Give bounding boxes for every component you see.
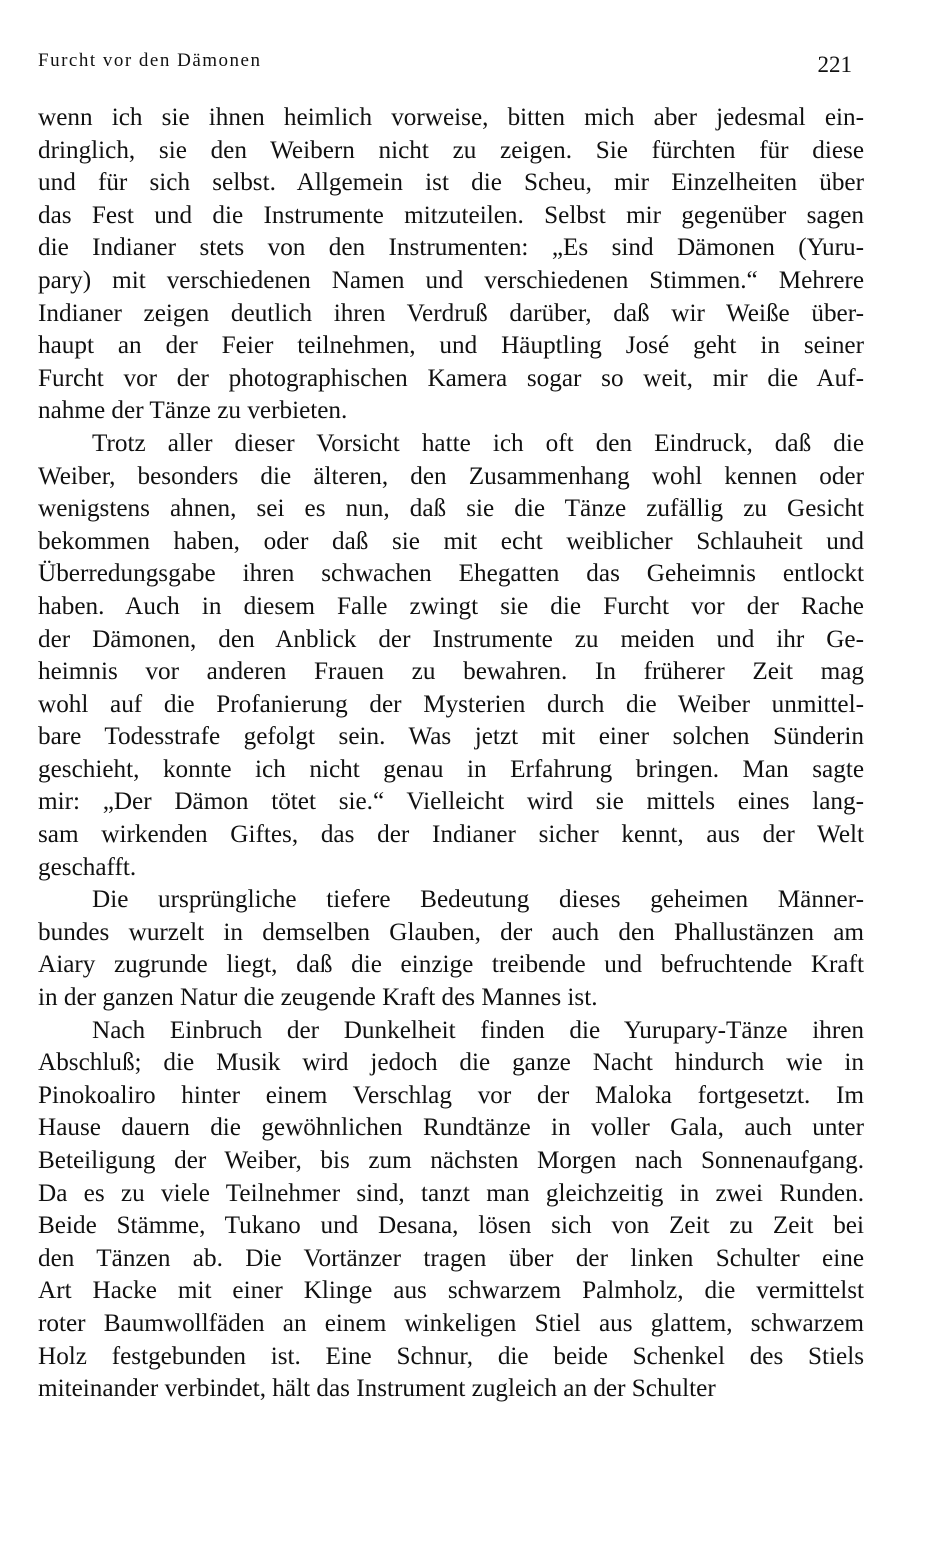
text-line: Die ursprüngliche tiefere Bedeutung dieses geheimen Männer- — [92, 886, 864, 914]
text-line: Furcht vor der photographischen Kamera sogar so weit, mir die Auf- — [38, 364, 864, 392]
text-line: Holz festgebunden ist. Eine Schnur, die beide Schenkel des Stiels — [38, 1342, 864, 1370]
text-line: haupt an der Feier teilnehmen, und Häuptling José geht in seiner — [38, 332, 864, 360]
text-line: Beide Stämme, Tukano und Desana, lösen sich von Zeit zu Zeit bei — [38, 1212, 864, 1240]
text-line: dringlich, sie den Weibern nicht zu zeigen. Sie fürchten für diese — [38, 136, 864, 164]
text-line: heimnis vor anderen Frauen zu bewahren. In früherer Zeit mag — [38, 658, 864, 686]
text-line: die Indianer stets von den Instrumenten: „Es sind Dämonen (Yuru- — [38, 234, 864, 262]
text-line: bundes wurzelt in demselben Glauben, der auch den Phallustänzen am — [38, 918, 864, 946]
text-line: Da es zu viele Teilnehmer sind, tanzt man gleichzeitig in zwei Runden. — [38, 1179, 864, 1207]
text-line: bekommen haben, oder daß sie mit echt weiblicher Schlauheit und — [38, 527, 864, 555]
text-line: den Tänzen ab. Die Vortänzer tragen über der linken Schulter eine — [38, 1244, 864, 1272]
text-line: Hause dauern die gewöhnlichen Rundtänze in voller Gala, auch unter — [38, 1114, 864, 1142]
running-head: Furcht vor den Dämonen — [38, 50, 262, 71]
text-line: geschieht, konnte ich nicht genau in Erfahrung bringen. Man sagte — [38, 755, 864, 783]
text-line: geschafft. — [38, 853, 137, 881]
text-line: in der ganzen Natur die zeugende Kraft des Mannes ist. — [38, 984, 598, 1012]
text-line: Pinokoaliro hinter einem Verschlag vor der Maloka fortgesetzt. Im — [38, 1081, 864, 1109]
text-line: Trotz aller dieser Vorsicht hatte ich oft den Eindruck, daß die — [92, 429, 864, 457]
text-line: wohl auf die Profanierung der Mysterien durch die Weiber unmittel- — [38, 690, 864, 718]
paragraph — [38, 102, 864, 428]
paragraph — [38, 884, 864, 1014]
text-line: das Fest und die Instrumente mitzuteilen. Selbst mir gegenüber sagen — [38, 201, 864, 229]
text-line: Beteiligung der Weiber, bis zum nächsten Morgen nach Sonnenaufgang. — [38, 1147, 864, 1174]
paragraph — [38, 428, 864, 884]
text-line: wenn ich sie ihnen heimlich vorweise, bitten mich aber jedesmal ein- — [38, 104, 864, 131]
text-line: Nach Einbruch der Dunkelheit finden die Yurupary-Tänze ihren — [92, 1016, 864, 1044]
text-line: bare Todesstrafe gefolgt sein. Was jetzt mit einer solchen Sünderin — [38, 723, 864, 751]
body-text — [38, 102, 864, 1406]
book-page — [38, 50, 864, 1406]
text-line: Indianer zeigen deutlich ihren Verdruß darüber, daß wir Weiße über- — [38, 299, 864, 327]
text-line: Überredungsgabe ihren schwachen Ehegatten das Geheimnis entlockt — [38, 560, 864, 588]
text-line: Aiary zugrunde liegt, daß die einzige treibende und befruchtende Kraft — [38, 951, 864, 979]
page-header — [38, 50, 864, 84]
text-line: roter Baumwollfäden an einem winkeligen Stiel aus glattem, schwarzem — [38, 1309, 864, 1337]
text-line: Art Hacke mit einer Klinge aus schwarzem Palmholz, die vermittelst — [38, 1277, 864, 1305]
text-line: miteinander verbindet, hält das Instrument zugleich an der Schulter — [38, 1375, 716, 1403]
text-line: nahme der Tänze zu verbieten. — [38, 397, 348, 425]
text-line: sam wirkenden Giftes, das der Indianer sicher kennt, aus der Welt — [38, 821, 864, 849]
paragraph — [38, 1015, 864, 1406]
text-line: Weiber, besonders die älteren, den Zusammenhang wohl kennen oder — [38, 462, 864, 490]
text-line: Abschluß; die Musik wird jedoch die ganze Nacht hindurch wie in — [38, 1049, 864, 1077]
text-line: mir: „Der Dämon tötet sie.“ Vielleicht wird sie mittels eines lang- — [38, 788, 864, 816]
page-number: 221 — [817, 52, 852, 77]
text-line: pary) mit verschiedenen Namen und verschiedenen Stimmen.“ Mehrere — [38, 266, 864, 294]
text-line: haben. Auch in diesem Falle zwingt sie die Furcht vor der Rache — [38, 592, 864, 620]
text-line: und für sich selbst. Allgemein ist die Scheu, mir Einzelheiten über — [38, 169, 864, 197]
text-line: der Dämonen, den Anblick der Instrumente zu meiden und ihr Ge- — [38, 625, 864, 653]
text-line: wenigstens ahnen, sei es nun, daß sie die Tänze zufällig zu Gesicht — [38, 495, 864, 523]
